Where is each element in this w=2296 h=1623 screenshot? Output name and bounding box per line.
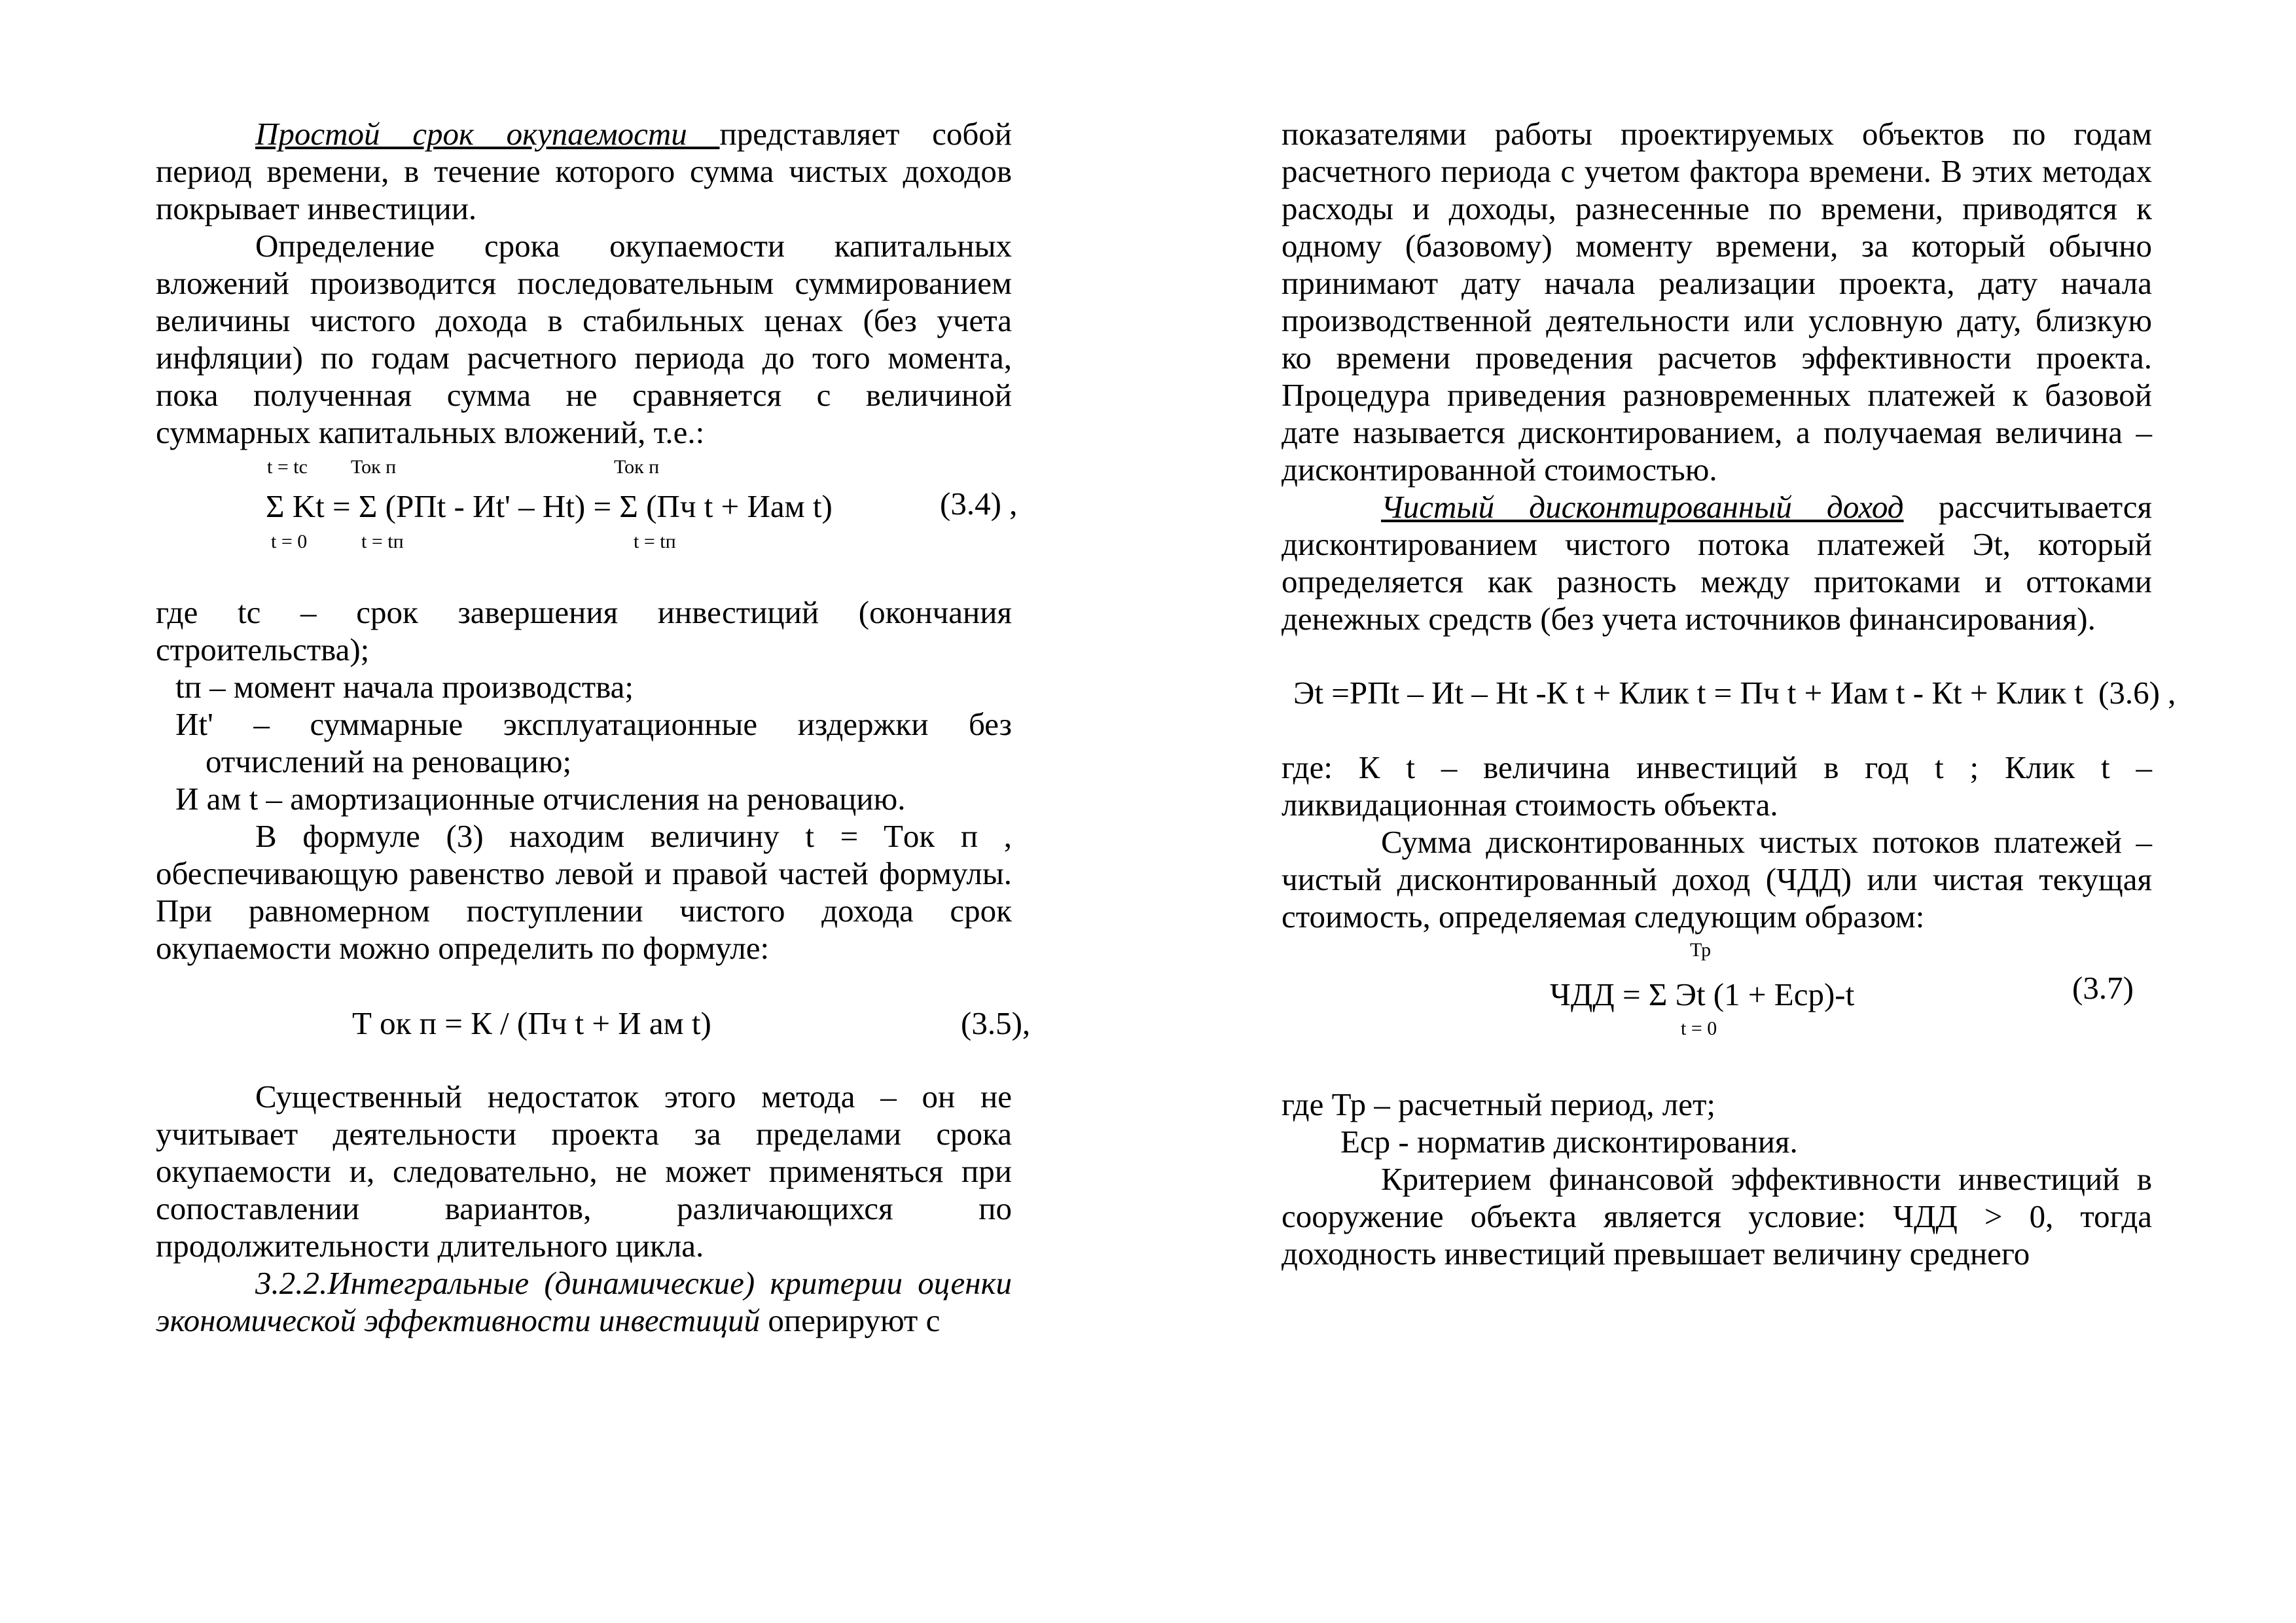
formula-number: (3.7): [2072, 970, 2134, 1006]
formula-expression: Т ок п = К / (Пч t + И ам t): [352, 1005, 711, 1041]
paragraph: Существенный недостаток этого метода – он не учитывает деятельности проекта за пределами срока окупаемости и, следовательно, не может применяться при сопоставлении вариантов, различающихся по продолжительности длительного цикла.: [156, 1079, 1012, 1264]
sum-lower-limit: t = 0: [1681, 1018, 1717, 1039]
formula-3-7: [1282, 935, 2152, 1086]
definition: И ам t – амортизационные отчисления на реновацию.: [175, 781, 906, 817]
formula-expression: ЧДД = Σ Эt (1 + Еср)-t: [1550, 976, 1855, 1012]
paragraph: Определение срока окупаемости капитальных вложений производится последовательным суммированием величины чистого дохода в стабильных ценах (без учета инфляции) по годам расчетного периода до того момента, пока полученная сумма не сравняется с величиной суммарных капитальных вложений, т.е.:: [156, 228, 1012, 450]
definition: Иt' – суммарные эксплуатационные издержки без отчислений на реновацию;: [175, 706, 1012, 779]
formula-number: (3.4) ,: [940, 486, 1018, 522]
formula-3-6: [1282, 637, 2176, 749]
paragraph-text: оперируют с: [760, 1302, 941, 1338]
sum-lower-limit: t = 0: [271, 531, 308, 552]
sum-upper-limit: Ток п: [351, 456, 397, 478]
formula-expression: Σ Kt = Σ (РПt - Иt' – Нt) = Σ (Пч t + Иам t): [266, 488, 833, 524]
left-column: [156, 115, 1031, 1339]
definition: где: К t – величина инвестиций в год t ; Клик t – ликвидационная стоимость объекта.: [1282, 749, 2152, 823]
sum-upper-limit: Ток п: [614, 456, 660, 478]
paragraph-text: рассчитывается дисконтированием чистого потока платежей Эt, который определяется как разность между притоками и оттоками денежных средств (без учета источников финансирования).: [1282, 489, 2152, 637]
formula-number: (3.6) ,: [2098, 675, 2176, 711]
sum-upper-limit: Тр: [1690, 939, 1712, 961]
section-heading-italic: 3.2.2.Интегральные (динамические) критерии оценки экономической эффективности инвестиций: [156, 1265, 1012, 1338]
right-column: [1282, 115, 2176, 1272]
definition: Еср - норматив дисконтирования.: [1340, 1124, 1798, 1160]
term-simple-payback: Простой срок окупаемости: [255, 116, 720, 152]
sum-lower-limit: t = tп: [634, 531, 676, 552]
formula-expression: Эt =РПt – Иt – Нt -К t + Клик t = Пч t + Иам t - Кt + Клик t: [1293, 675, 2083, 711]
paragraph: Сумма дисконтированных чистых потоков платежей – чистый дисконтированный доход (ЧДД) или чистая текущая стоимость, определяемая следующим образом:: [1282, 824, 2152, 935]
sum-upper-limit: t = tc: [267, 456, 308, 478]
paragraph: показателями работы проектируемых объектов по годам расчетного периода с учетом фактора времени. В этих методах расходы и доходы, разнесенные по времени, приводятся к одному (базовому) моменту времени, за который обычно принимают дату начала реализации проекта, дату начала производственной деятельности или условную дату, близкую ко времени проведения расчетов эффективности проекта. Процедура приведения разновременных платежей к базовой дате называется дисконтированием, а получаемая величина – дисконтированной стоимостью.: [1282, 116, 2152, 488]
formula-3-4: [156, 451, 1018, 562]
paragraph: [156, 1264, 1012, 1339]
formula-3-5: [156, 967, 1031, 1078]
paragraph: [156, 115, 1012, 227]
definition: где tc – срок завершения инвестиций (окончания строительства);: [156, 594, 1012, 668]
formula-number: (3.5),: [961, 1005, 1031, 1041]
sum-lower-limit: t = tп: [361, 531, 404, 552]
definition: tп – момент начала производства;: [175, 669, 634, 705]
paragraph-text: представляет собой период времени, в течение которого сумма чистых доходов покрывает инвестиции.: [156, 116, 1013, 226]
paragraph: В формуле (3) находим величину t = Tок п , обеспечивающую равенство левой и правой частей формулы. При равномерном поступлении чистого дохода срок окупаемости можно определить по формуле:: [156, 818, 1012, 966]
definition: где Тр – расчетный период, лет;: [1282, 1086, 1716, 1122]
paragraph: [1282, 488, 2152, 637]
term-npv: Чистый дисконтированный доход: [1381, 489, 1904, 525]
paragraph: Критерием финансовой эффективности инвестиций в сооружение объекта является условие: ЧДД > 0, тогда доходность инвестиций превышает величину среднего: [1282, 1161, 2152, 1272]
